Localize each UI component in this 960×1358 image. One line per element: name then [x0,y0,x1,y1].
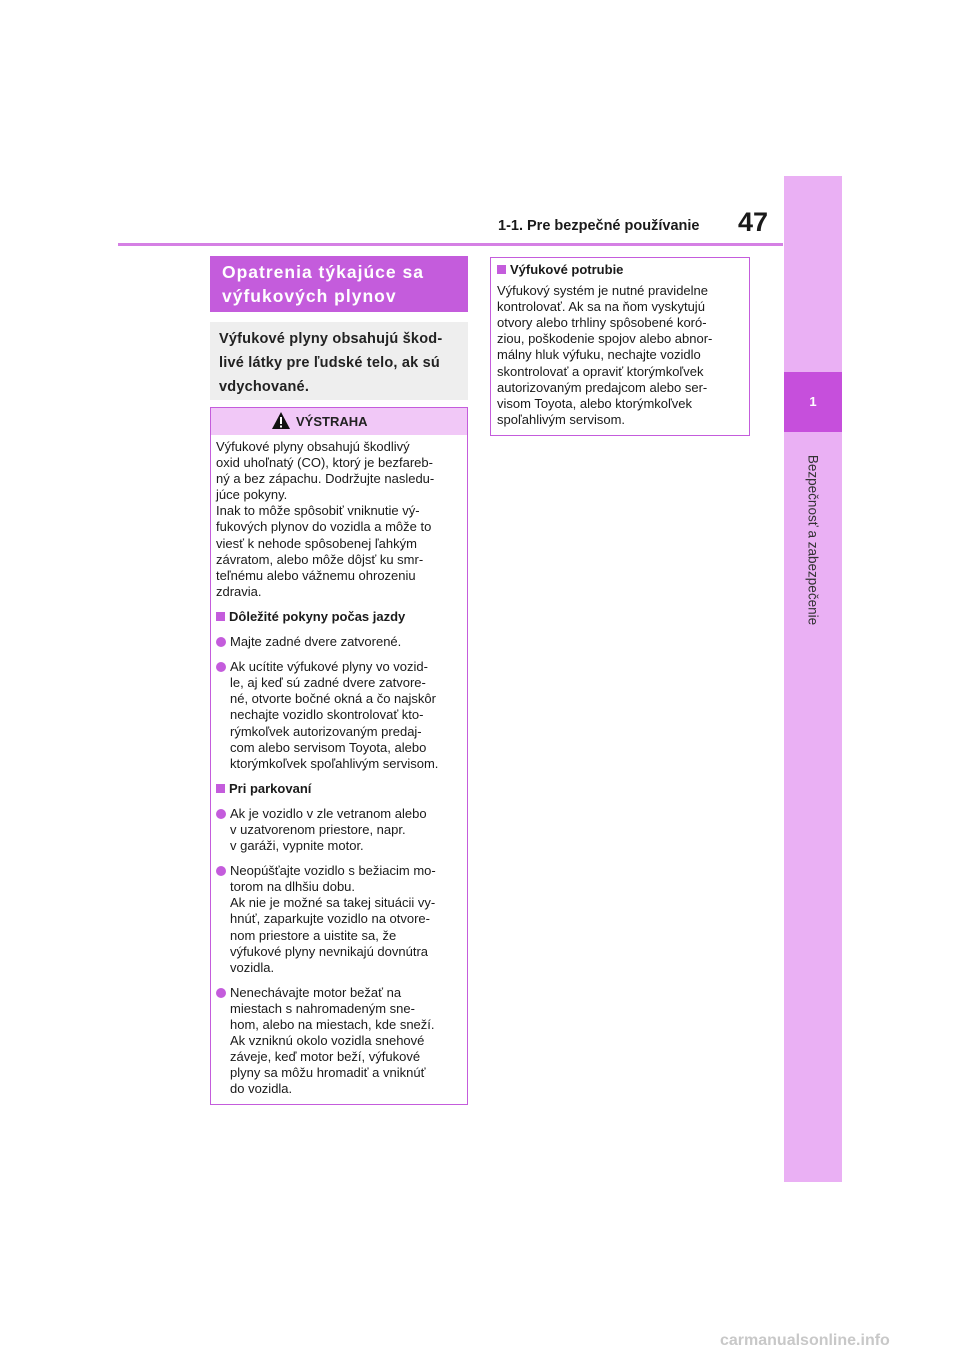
header-rule [118,243,783,246]
square-bullet-icon [216,784,225,793]
parking-heading [216,781,463,797]
list-item-text: Ak je vozidlo v zle vetranom alebo v uzatvorenom priestore, napr. v garáži, vypnite motor. [230,805,427,854]
section-title: Opatrenia týkajúce sa výfukových plynov [210,256,468,312]
round-bullet-icon [216,988,226,998]
warning-triangle-icon [271,411,291,430]
round-bullet-icon [216,637,226,647]
page-number: 47 [738,207,769,237]
list-item [216,806,463,854]
exhaust-pipe-box [490,257,750,436]
running-header-title: 1-1. Pre bezpečné používanie [498,218,700,234]
list-item [216,659,463,772]
parking-heading-label: Pri parkovaní [229,780,312,796]
list-item-text: Neopúšťajte vozidlo s bežiacim mo- torom na dlhšiu dobu. Ak nie je možné sa takej situácii vy- hnúť, zaparkujte vozidlo na otvore- nom priestore a uistite sa, že výfukové plyny nevnikajú dovnútra vozidla. [230,863,436,975]
chapter-number-tab[interactable]: 1 [784,372,842,432]
round-bullet-icon [216,662,226,672]
exhaust-pipe-heading-label: Výfukové potrubie [510,262,624,277]
warning-body [211,435,467,1097]
warning-box [210,407,468,1105]
list-item [216,863,463,976]
driving-heading-label: Dôležité pokyny počas jazdy [229,608,406,624]
list-item-text: Nenechávajte motor bežať na miestach s nahromadeným sne- hom, alebo na miestach, kde sneží. Ak vzniknú okolo vozidla snehové záveje, keď motor beží, výfukové plyny sa môžu hromadiť a vniknúť do vozidla. [230,984,435,1097]
list-item-text: Ak ucítite výfukové plyny vo vozid- le, aj keď sú zadné dvere zatvore- né, otvorte bočné okná a čo najskôr nechajte vozidlo skontrolovať kto- rýmkoľvek autorizovaným predaj- com alebo servisom Toyota, alebo ktorýmkoľvek spoľahlivým servisom. [230,659,439,771]
exhaust-pipe-text: Výfukový systém je nutné pravidelne kontrolovať. Ak sa na ňom vyskytujú otvory alebo trhliny spôsobené koró- ziou, poškodenie spojov alebo abnor- málny hluk výfuku, nechajte vozidlo skontrolovať a opraviť ktorýmkoľvek autorizovaným predajcom alebo ser- visom Toyota, alebo ktorýmkoľvek spoľahlivým servisom. [497,283,713,427]
warning-intro: Výfukové plyny obsahujú škodlivý oxid uhoľnatý (CO), ktorý je bezfareb- ný a bez zápachu. Dodržujte nasledu- júce pokyny. Inak to môže spôsobiť vniknutie vý- fukových plynov do vozidla a môže to viesť k nehode spôsobenej ľahkým závratom, alebo môže dôjsť ku smr- teľnému alebo vážnemu ohrozeniu zdravia. [216,439,435,599]
list-item [216,634,463,650]
round-bullet-icon [216,809,226,819]
list-item-text: Majte zadné dvere zatvorené. [230,634,402,650]
watermark: carmanualsonline.info [720,1332,890,1349]
exhaust-pipe-heading [497,262,745,278]
list-item [216,985,463,1098]
driving-heading [216,609,463,625]
summary-box: Výfukové plyny obsahujú škod-livé látky pre ľudské telo, ak sú vdychované. [210,322,468,400]
chapter-label: Bezpečnosť a zabezpečenie [805,454,821,626]
chapter-sidetab [784,176,842,1182]
square-bullet-icon [216,612,225,621]
warning-title: VÝSTRAHA [296,414,368,429]
square-bullet-icon [497,265,506,274]
warning-header [211,408,467,435]
round-bullet-icon [216,866,226,876]
